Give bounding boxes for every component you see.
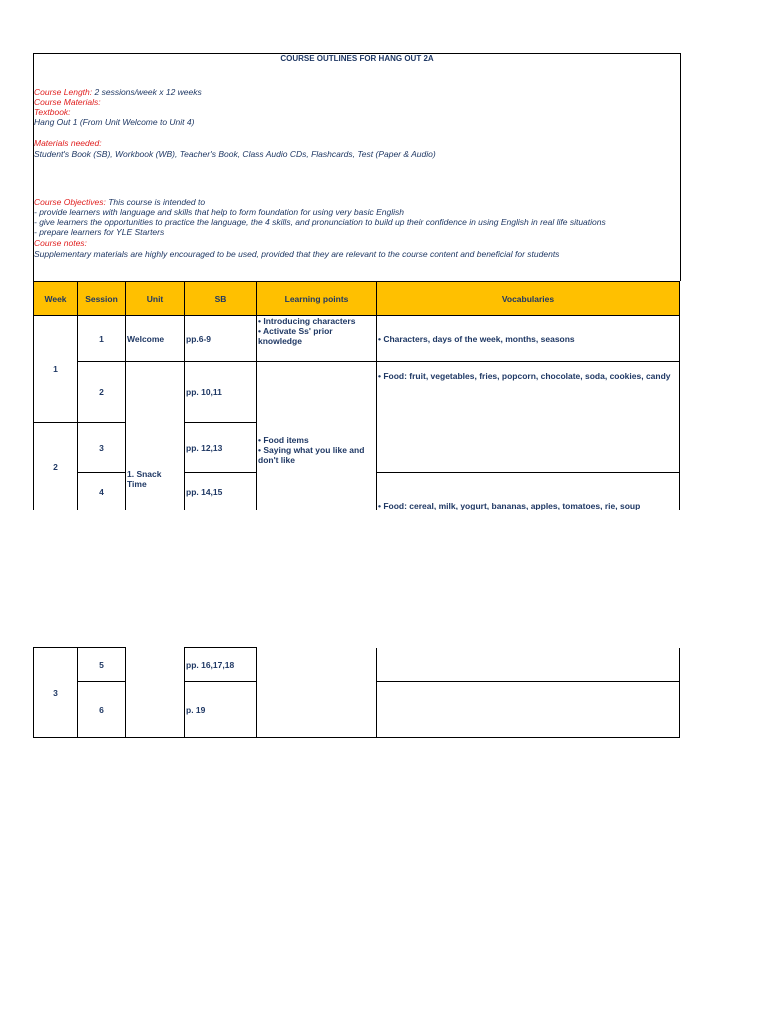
course-info-box (33, 53, 681, 281)
vocab-cell: • Food: cereal, milk, yogurt, bananas, apples, tomatoes, rie, soup (377, 473, 680, 512)
session-cell: 6 (78, 682, 126, 738)
session-cell: 1 (78, 316, 126, 362)
objectives-intro: This course is intended to (108, 197, 206, 207)
sb-cell: pp. 10,11 (185, 362, 257, 423)
week-cell: 1 (34, 316, 78, 423)
objective-item: - provide learners with language and skills that help to form foundation for using very basic English (34, 207, 404, 217)
learning-point: • Saying what you like and don't like (258, 445, 365, 465)
course-notes-label: Course notes: (34, 238, 87, 248)
vocab-cell (377, 682, 680, 738)
table-row (34, 316, 680, 362)
course-length-value: 2 sessions/week x 12 weeks (94, 87, 202, 97)
sb-cell: p. 19 (185, 682, 257, 738)
course-length-row (34, 87, 202, 97)
page-title: COURSE OUTLINES FOR HANG OUT 2A (280, 54, 434, 63)
sb-cell: pp. 16,17,18 (185, 648, 257, 682)
unit-cell: Welcome (126, 316, 185, 362)
table-row (34, 362, 680, 423)
header-sb: SB (185, 282, 257, 316)
objectives-label: Course Objectives: (34, 197, 106, 207)
course-materials-label: Course Materials: (34, 97, 101, 107)
vocab-cell-continued (377, 648, 680, 682)
vocab-cell: • Food: fruit, vegetables, fries, popcorn, chocolate, soda, cookies, candy (377, 362, 680, 473)
materials-needed-label: Materials needed: (34, 138, 102, 148)
objectives-row (34, 197, 205, 207)
learning-points-cell (257, 362, 377, 512)
course-notes-value: Supplementary materials are highly encouraged to be used, provided that they are relevant to the course content and beneficial for students (34, 249, 560, 259)
unit-cell: 1. Snack Time (126, 362, 185, 512)
learning-point: • Food items (258, 435, 309, 445)
textbook-label: Textbook: (34, 107, 71, 117)
week-cell: 2 (34, 423, 78, 512)
header-learning-points: Learning points (257, 282, 377, 316)
textbook-value: Hang Out 1 (From Unit Welcome to Unit 4) (34, 117, 195, 127)
course-outline-table-continued (33, 647, 680, 738)
vocab-cell: • Characters, days of the week, months, seasons (377, 316, 680, 362)
sb-cell: pp. 12,13 (185, 423, 257, 473)
learning-points-cell-continued (257, 648, 377, 738)
session-cell: 5 (78, 648, 126, 682)
session-cell: 2 (78, 362, 126, 423)
sb-cell: pp.6-9 (185, 316, 257, 362)
session-cell: 4 (78, 473, 126, 512)
week-cell: 3 (34, 648, 78, 738)
objective-item: - give learners the opportunities to practice the language, the 4 skills, and pronunciation to build up their confidence in using English in real life situations (34, 217, 606, 227)
header-week: Week (34, 282, 78, 316)
page-break-gap (0, 510, 768, 645)
course-outline-table (33, 281, 680, 512)
objective-item: - prepare learners for YLE Starters (34, 227, 165, 237)
unit-cell-continued (126, 648, 185, 738)
learning-point: • Activate Ss' prior knowledge (258, 326, 333, 346)
header-unit: Unit (126, 282, 185, 316)
table-header-row (34, 282, 680, 316)
course-length-label: Course Length: (34, 87, 93, 97)
sb-cell: pp. 14,15 (185, 473, 257, 512)
header-vocabularies: Vocabularies (377, 282, 680, 316)
learning-point: • Introducing characters (258, 316, 356, 326)
session-cell: 3 (78, 423, 126, 473)
learning-points-cell (257, 316, 377, 362)
materials-needed-value: Student's Book (SB), Workbook (WB), Teacher's Book, Class Audio CDs, Flashcards, Test (Paper & Audio) (34, 149, 436, 159)
header-session: Session (78, 282, 126, 316)
table-row (34, 648, 680, 682)
